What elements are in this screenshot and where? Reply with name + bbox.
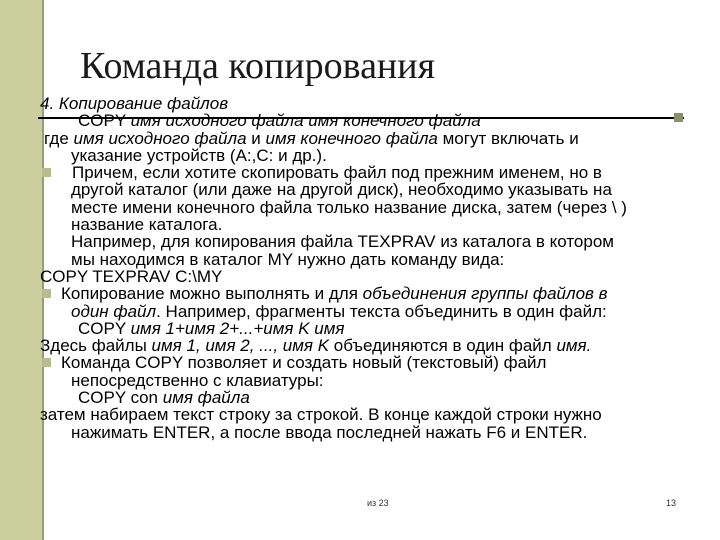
text-line: нажимать ENTER, а после ввода последней нажать F6 и ENTER. — [71, 422, 588, 442]
text-line: COPY имя 1+имя 2+...+имя K имя — [78, 318, 345, 338]
footer-slide-number: 13 — [666, 498, 677, 508]
footer-page-count: из 23 — [367, 498, 389, 508]
text-line: один файл. Например, фрагменты текста объединить в один файл: — [71, 301, 607, 321]
bullet-icon — [42, 289, 51, 298]
bullet-icon — [42, 358, 51, 367]
text-line: COPY имя исходного файла имя конечного файла — [78, 111, 481, 131]
text-line: другой каталог (или даже на другой диск), необходимо указывать на — [71, 180, 612, 200]
bullet-icon — [42, 168, 51, 177]
bullet-line: Команда COPY позволяет и создать новый (текстовый) файл — [40, 354, 690, 371]
slide-body — [40, 95, 690, 441]
text-line: COPY con имя файла — [78, 388, 250, 408]
bullet-line: Причем, если хотите скопировать файл под прежним именем, но в — [40, 164, 690, 181]
text-line: затем набираем текст строку за строкой. В конце каждой строки нужно — [40, 405, 602, 425]
text-line: мы находимся в каталог MY нужно дать команду вида: — [71, 249, 505, 269]
text-line: COPY TEXPRAV C:\MY — [40, 266, 223, 286]
text-line: непосредственно с клавиатуры: — [71, 370, 324, 390]
text-line: где имя исходного файла и имя конечного файла могут включать и — [44, 128, 579, 148]
left-sidebar-bar — [0, 0, 42, 540]
text-line: указание устройств (A:,C: и др.). — [71, 145, 327, 165]
bullet-line: Копирование можно выполнять и для объединения группы файлов в — [40, 285, 690, 302]
slide-title: Команда копирования — [80, 45, 436, 87]
text-line: 4. Копирование файлов — [40, 94, 229, 113]
text-line: Здесь файлы имя 1, имя 2, ..., имя K объединяются в один файл имя. — [40, 336, 592, 356]
text-line: месте имени конечного файла только название диска, затем (через \ ) — [71, 197, 627, 217]
text-line: Например, для копирования файла TEXPRAV из каталога в котором — [71, 232, 614, 252]
text-line: название каталога. — [71, 215, 223, 235]
